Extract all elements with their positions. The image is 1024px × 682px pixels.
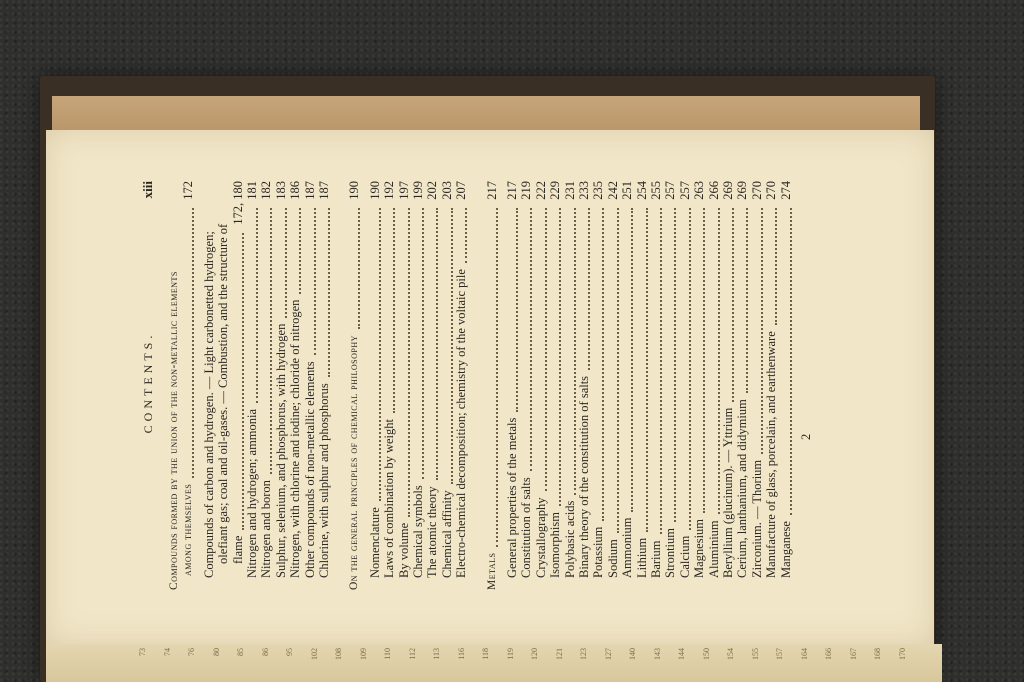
entry-page: 182	[259, 181, 274, 200]
section-heading	[485, 175, 499, 590]
entry-page: 269	[721, 181, 735, 200]
dot-leader	[780, 208, 792, 515]
strip-page-number: 80	[211, 648, 221, 656]
toc-entry	[231, 175, 245, 590]
dot-leader	[486, 208, 498, 547]
entry-text: Beryllium (glucinum). — Yttrium	[721, 407, 735, 578]
strip-page-number: 121	[554, 648, 564, 660]
toc-entry	[534, 175, 548, 590]
strip-page-number: 110	[383, 648, 392, 660]
dot-leader	[722, 208, 734, 402]
entry-text: olefiant gas; coal and oil-gases. — Combustion, and the structure of	[216, 223, 231, 564]
next-page-strip	[46, 644, 942, 682]
section-heading	[347, 175, 361, 590]
entry-page: 172, 180	[230, 181, 245, 225]
entry-text: Polybasic acids	[562, 500, 577, 578]
dot-leader	[650, 208, 662, 534]
entry-text: Aluminium	[706, 520, 721, 578]
toc-entry	[425, 175, 439, 590]
toc-entry	[440, 175, 454, 590]
entry-text: Cerium, lanthanium, and didymium	[735, 399, 750, 578]
dot-leader	[369, 208, 381, 501]
strip-page-number: 154	[726, 648, 735, 660]
entry-text: Constitution of salts	[519, 477, 534, 578]
dot-leader	[664, 208, 676, 522]
entry-page: 257	[663, 181, 678, 200]
entry-text: Nitrogen and boron	[259, 480, 274, 578]
strip-page-number: 73	[138, 648, 147, 656]
toc-entry	[635, 175, 649, 590]
strip-page-number: 116	[456, 648, 466, 660]
dot-leader	[693, 208, 705, 513]
entry-page: 187	[317, 181, 331, 200]
entry-page: 229	[548, 181, 563, 200]
dot-leader	[246, 208, 258, 403]
dot-leader	[426, 208, 438, 480]
entry-page: 257	[677, 181, 692, 200]
entry-page: 197	[396, 181, 411, 200]
strip-page-number: 140	[628, 648, 637, 660]
dot-leader	[455, 208, 467, 263]
entry-page: 235	[591, 181, 606, 200]
strip-page-number: 112	[407, 648, 417, 660]
dot-leader	[260, 208, 272, 474]
toc-entry	[454, 175, 468, 590]
entry-page: 202	[425, 181, 440, 200]
entry-page: 270	[749, 181, 764, 200]
entry-text: Barium	[649, 540, 663, 578]
dot-leader	[412, 208, 424, 479]
strip-page-number: 155	[750, 648, 760, 660]
dot-leader	[520, 208, 532, 471]
toc-entry	[764, 175, 778, 590]
entry-page: 251	[620, 181, 635, 200]
toc-entry	[620, 175, 634, 590]
strip-page-number: 164	[799, 648, 809, 660]
strip-page-number: 85	[236, 648, 245, 656]
toc-entry	[382, 175, 396, 590]
entry-text: Isomorphism	[548, 512, 563, 578]
strip-page-number: 109	[358, 648, 368, 660]
dot-leader	[398, 208, 410, 517]
dot-leader	[289, 208, 301, 294]
toc-entry	[779, 175, 793, 590]
strip-page-number: 127	[603, 648, 613, 660]
entry-text: Ammonium	[620, 517, 635, 578]
dot-leader	[535, 208, 547, 491]
toc-entry	[397, 175, 411, 590]
entry-page: 219	[519, 181, 534, 200]
toc-entry	[577, 175, 591, 590]
entry-page: 270	[764, 181, 779, 200]
dot-leader	[182, 208, 194, 478]
entry-text: Strontium	[663, 527, 678, 578]
entry-text: Magnesium	[692, 518, 707, 578]
strip-page-number: 167	[848, 648, 858, 660]
signature-mark	[799, 175, 813, 590]
toc-entry	[692, 175, 706, 590]
entry-text: On the general principles of chemical philosophy	[348, 335, 361, 590]
entry-text: flame	[230, 535, 245, 564]
entry-page: 186	[288, 181, 303, 200]
toc-entry	[649, 175, 663, 590]
entry-page: 187	[302, 181, 317, 200]
toc-entry	[288, 175, 302, 590]
dot-leader	[383, 208, 395, 413]
signature-number: 2	[799, 433, 813, 440]
entry-page: 203	[439, 181, 454, 200]
entry-page: 192	[382, 181, 397, 200]
strip-page-number: 120	[530, 648, 539, 660]
dot-leader	[348, 208, 360, 329]
toc-entry	[750, 175, 764, 590]
strip-page-number: 74	[162, 648, 172, 656]
entry-text: By volume	[396, 522, 411, 578]
toc-entry	[411, 175, 425, 590]
entry-page: 190	[367, 181, 382, 200]
entry-page: 217	[484, 181, 499, 200]
entry-page: 263	[692, 181, 707, 200]
entry-text: Metals	[485, 552, 498, 590]
toc-entry	[663, 175, 677, 590]
entry-text: Manufacture of glass, porcelain, and earthenware	[764, 331, 779, 578]
entry-text: Binary theory of the constitution of salts	[577, 375, 591, 578]
entry-page: 199	[411, 181, 425, 200]
dot-leader	[232, 233, 244, 530]
entry-text: Laws of combination by weight	[382, 419, 397, 578]
entry-text: General properties of the metals	[505, 417, 519, 578]
entry-text: Chemical affinity	[439, 490, 454, 578]
strip-page-number: 119	[505, 648, 515, 660]
strip-page-number: 166	[824, 648, 833, 660]
dot-leader	[621, 208, 633, 512]
toc-entry	[721, 175, 735, 590]
entry-page: 181	[245, 181, 259, 200]
page-title: CONTENTS.	[141, 331, 155, 434]
strip-page-number: 86	[260, 648, 270, 656]
toc-entry	[317, 175, 331, 590]
entry-text: Compounds of carbon and hydrogen. — Light carbonetted hydrogen;	[201, 231, 216, 578]
entry-text: Nitrogen and hydrogen; ammonia	[245, 408, 259, 578]
section-heading	[181, 175, 195, 590]
toc-entry	[519, 175, 533, 590]
entry-text: Nomenclature	[367, 507, 382, 578]
dot-leader	[751, 208, 763, 454]
dot-leader	[708, 208, 720, 514]
dot-leader	[549, 208, 561, 506]
entry-text: Compounds formed by the union of the non-metallic elements	[168, 271, 180, 590]
section-heading	[167, 175, 181, 590]
toc-entry	[216, 175, 230, 590]
toc-entry	[303, 175, 317, 590]
entry-page: 233	[577, 181, 591, 200]
dot-leader	[765, 208, 777, 325]
entry-page: 183	[273, 181, 288, 200]
dot-leader	[506, 208, 518, 412]
page-number: xiii	[140, 181, 155, 199]
entry-text: Sodium	[605, 539, 620, 578]
toc-entry	[202, 175, 216, 590]
strip-page-number: 157	[775, 648, 784, 660]
toc-entry	[591, 175, 605, 590]
dot-leader	[304, 208, 316, 355]
strip-page-number: 144	[677, 648, 686, 660]
dot-leader	[607, 208, 619, 533]
entry-page: 231	[562, 181, 577, 200]
strip-page-number: 76	[187, 648, 196, 656]
strip-page-number: 123	[579, 648, 588, 660]
entry-page: 217	[505, 181, 519, 200]
dot-leader	[441, 208, 453, 484]
strip-page-number: 143	[652, 648, 662, 660]
strip-page-number: 168	[873, 648, 882, 660]
dot-leader	[736, 208, 748, 393]
entry-page: 222	[533, 181, 548, 200]
toc-entry	[274, 175, 288, 590]
entry-page: 274	[778, 181, 793, 200]
entry-page: 242	[605, 181, 620, 200]
toc-entry	[505, 175, 519, 590]
toc-entry	[678, 175, 692, 590]
dot-leader	[318, 208, 330, 377]
entry-page: 266	[706, 181, 721, 200]
entry-text: Nitrogen, with chlorine and iodine; chloride of nitrogen	[288, 299, 303, 578]
entry-page: 172	[181, 181, 196, 200]
strip-page-number: 108	[334, 648, 343, 660]
entry-text: Chemical symbols	[411, 485, 425, 578]
entry-text: The atomic theory	[425, 486, 440, 578]
entry-text: among themselves	[182, 483, 195, 576]
entry-text: Lithium	[634, 537, 649, 578]
entry-page: 254	[634, 181, 649, 200]
contents-text-block	[141, 175, 871, 590]
toc-entry	[735, 175, 749, 590]
toc-entry	[548, 175, 562, 590]
entry-page: 190	[347, 181, 362, 200]
entry-text: Manganese	[778, 521, 793, 578]
entry-text: Chlorine, with sulphur and phosphorus	[317, 383, 331, 578]
entry-text: Calcium	[677, 535, 692, 578]
entry-text: Other compounds of non-metallic elements	[302, 361, 317, 578]
strip-page-number: 102	[309, 648, 319, 660]
strip-page-number: 150	[701, 648, 711, 660]
toc-entry	[245, 175, 259, 590]
dot-leader	[636, 208, 648, 532]
dot-leader	[275, 208, 287, 318]
strip-page-number: 95	[285, 648, 294, 656]
toc-entry	[606, 175, 620, 590]
dot-leader	[592, 208, 604, 521]
entry-text: Potassium	[591, 526, 606, 578]
toc-entry	[368, 175, 382, 590]
dot-leader	[564, 208, 576, 495]
strip-page-number: 113	[432, 648, 441, 660]
entry-page: 255	[649, 181, 663, 200]
entry-text: Electro-chemical decomposition; chemistry of the voltaic pile	[454, 269, 469, 578]
toc-entry	[563, 175, 577, 590]
strip-page-number: 118	[481, 648, 490, 660]
toc-entry	[259, 175, 273, 590]
entry-page: 207	[454, 181, 469, 200]
entry-page: 269	[735, 181, 750, 200]
dot-leader	[679, 208, 691, 530]
entry-text: Zirconium. — Thorium	[749, 459, 764, 578]
dot-leader	[578, 208, 590, 370]
entry-text: Crystallography	[533, 497, 548, 578]
entry-text: Sulphur, selenium, and phosphorus, with hydrogen	[273, 323, 288, 578]
toc-entry	[707, 175, 721, 590]
strip-page-number: 170	[897, 648, 907, 660]
